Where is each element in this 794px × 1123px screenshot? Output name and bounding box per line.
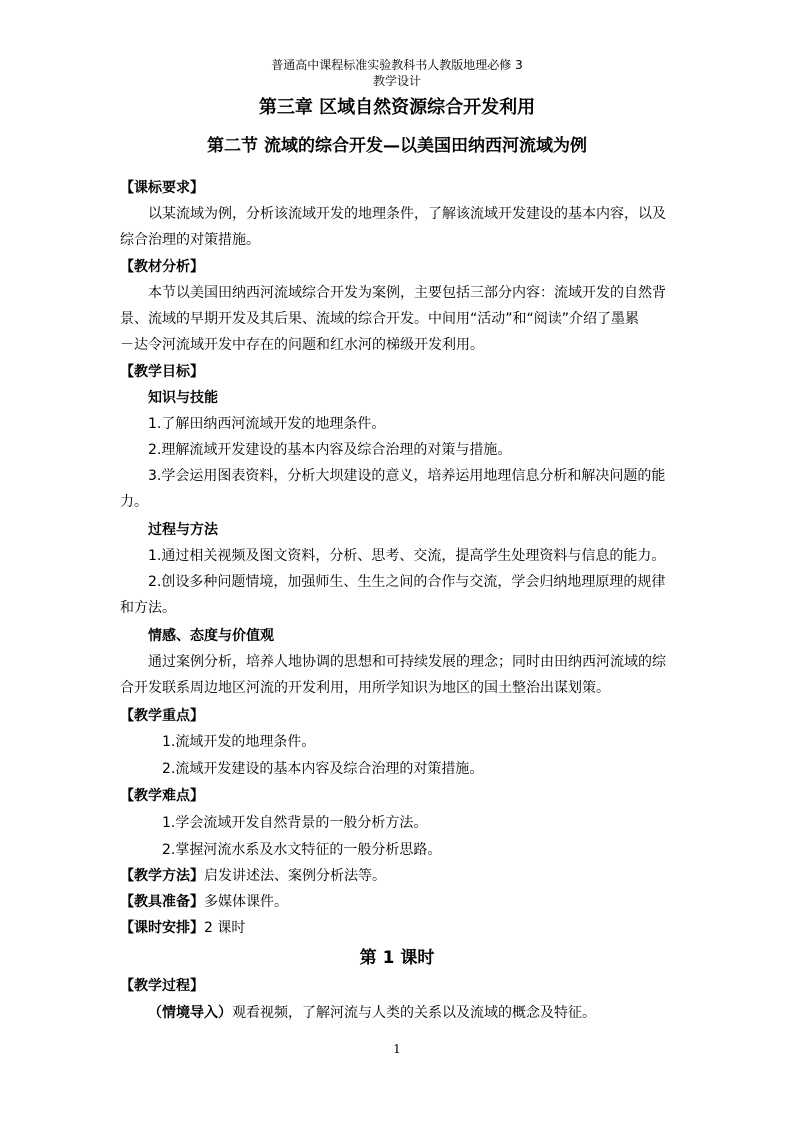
chapter-title: 第三章 区域自然资源综合开发利用 bbox=[258, 97, 536, 118]
keypoint-item: 1.流域开发的地理条件。 bbox=[162, 734, 316, 750]
process-heading: 【教学过程】 bbox=[120, 978, 204, 994]
tools-text: 多媒体课件。 bbox=[204, 894, 288, 910]
schedule-line bbox=[120, 918, 245, 938]
textbook-line: －达令河流域开发中存在的问题和红水河的梯级开发利用。 bbox=[120, 337, 484, 353]
schedule-heading: 【课时安排】 bbox=[120, 920, 204, 936]
process-item: 和方法。 bbox=[120, 600, 176, 616]
knowledge-item: 3.学会运用图表资料，分析大坝建设的意义，培养运用地理信息分析和解决问题的能 bbox=[148, 468, 666, 484]
method-heading: 【教学方法】 bbox=[120, 868, 204, 884]
knowledge-item: 1.了解田纳西河流域开发的地理条件。 bbox=[148, 416, 386, 432]
running-header-line1: 普通高中课程标准实验教科书人教版地理必修 3 bbox=[271, 58, 523, 72]
running-header-line2: 教学设计 bbox=[372, 74, 421, 88]
textbook-heading: 【教材分析】 bbox=[120, 259, 204, 275]
method-line bbox=[120, 866, 386, 886]
tools-line bbox=[120, 892, 288, 912]
intro-line bbox=[148, 1003, 596, 1023]
process-item: 1.通过相关视频及图文资料，分析、思考、交流，提高学生处理资料与信息的能力。 bbox=[148, 548, 666, 564]
curriculum-heading: 【课标要求】 bbox=[120, 180, 204, 196]
difficulties-heading: 【教学难点】 bbox=[120, 788, 204, 804]
intro-text: 观看视频，了解河流与人类的关系以及流域的概念及特征。 bbox=[232, 1005, 596, 1021]
page-number: 1 bbox=[393, 1042, 401, 1056]
method-text: 启发讲述法、案例分析法等。 bbox=[204, 868, 386, 884]
textbook-line: 景、流域的早期开发及其后果、流域的综合开发。中间用“活动”和“阅读”介绍了墨累 bbox=[120, 311, 640, 327]
intro-label: （情境导入） bbox=[148, 1005, 232, 1021]
knowledge-item: 力。 bbox=[120, 494, 148, 510]
process-item: 2.创设多种问题情境，加强师生、生生之间的合作与交流，学会归纳地理原理的规律 bbox=[148, 574, 666, 590]
knowledge-title: 知识与技能 bbox=[148, 390, 218, 406]
keypoints-heading: 【教学重点】 bbox=[120, 708, 204, 724]
difficulty-item: 2.掌握河流水系及水文特征的一般分析思路。 bbox=[162, 842, 442, 858]
lesson-title: 第 1 课时 bbox=[359, 948, 435, 968]
section-title: 第二节 流域的综合开发—以美国田纳西河流域为例 bbox=[207, 136, 587, 156]
process-title: 过程与方法 bbox=[148, 522, 218, 538]
keypoint-item: 2.流域开发建设的基本内容及综合治理的对策措施。 bbox=[162, 761, 484, 777]
schedule-text: 2 课时 bbox=[204, 920, 246, 936]
goals-heading: 【教学目标】 bbox=[120, 364, 204, 380]
curriculum-line: 以某流域为例，分析该流域开发的地理条件，了解该流域开发建设的基本内容，以及 bbox=[148, 206, 666, 222]
emotion-title: 情感、态度与价值观 bbox=[148, 628, 274, 644]
knowledge-item: 2.理解流域开发建设的基本内容及综合治理的对策与措施。 bbox=[148, 442, 512, 458]
textbook-line: 本节以美国田纳西河流域综合开发为案例，主要包括三部分内容：流域开发的自然背 bbox=[148, 285, 666, 301]
curriculum-line: 综合治理的对策措施。 bbox=[120, 232, 260, 248]
emotion-item: 通过案例分析，培养人地协调的思想和可持续发展的理念；同时由田纳西河流域的综 bbox=[148, 654, 666, 670]
difficulty-item: 1.学会流域开发自然背景的一般分析方法。 bbox=[162, 815, 428, 831]
tools-heading: 【教具准备】 bbox=[120, 894, 204, 910]
emotion-item: 合开发联系周边地区河流的开发利用，用所学知识为地区的国土整治出谋划策。 bbox=[120, 680, 610, 696]
